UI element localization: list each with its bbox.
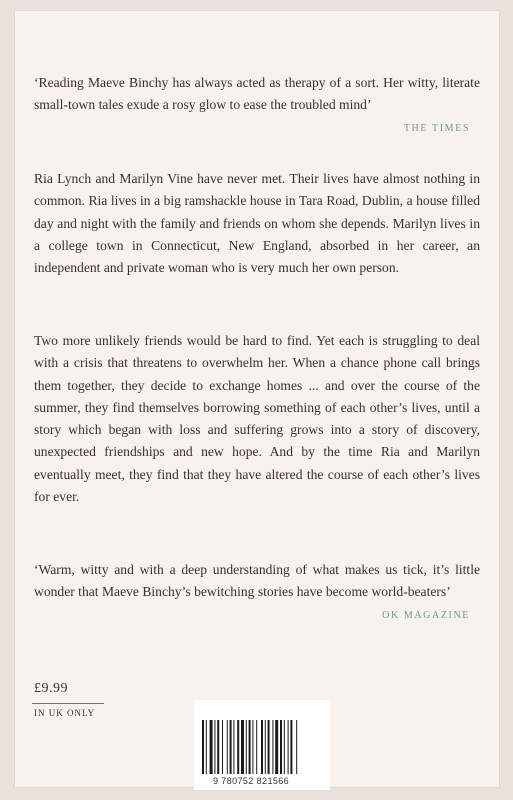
back-cover	[14, 10, 500, 788]
blurb-paragraph-2	[34, 330, 480, 508]
paragraph-text: Two more unlikely friends would be hard to find. Yet each is struggling to deal with a crisis that threatens to overwhelm her. When a chance phone call brings them together, they decide to exchange homes ... and over the course of the summer, they find themselves borrowing something of each other’s lives, until a story which began with loss and suffering grows into a story of discovery, unexpected friendships and new hope. And by the time Ria and Marilyn eventually meet, they find that they have altered the course of each other’s lives for ever.	[34, 333, 480, 505]
review-quote-top	[34, 72, 480, 134]
price-amount: £9.99	[34, 681, 68, 696]
price-box	[32, 703, 104, 718]
quote-text: ‘Reading Maeve Binchy has always acted as therapy of a sort. Her witty, literate small-town tales exude a rosy glow to ease the troubled mind’	[34, 75, 480, 113]
blurb-paragraph-1	[34, 168, 480, 279]
price-note: IN UK ONLY	[34, 708, 96, 718]
quote-source: OK MAGAZINE	[382, 609, 470, 621]
paragraph-text: Ria Lynch and Marilyn Vine have never met. Their lives have almost nothing in common. Ria lives in a big ramshackle house in Tara Road, Dublin, a house filled day and night with the family and friends on whom she depends. Marilyn lives in a college town in Connecticut, New England, absorbed in her career, an independent and private woman who is very much her own person.	[34, 171, 480, 276]
quote-source: THE TIMES	[403, 122, 470, 134]
barcode-number: 9 780752 821566	[213, 776, 290, 786]
quote-text: ‘Warm, witty and with a deep understanding of what makes us tick, it’s little wonder that Maeve Binchy’s bewitching stories have become world-beaters’	[34, 562, 480, 600]
review-quote-bottom	[34, 559, 480, 621]
